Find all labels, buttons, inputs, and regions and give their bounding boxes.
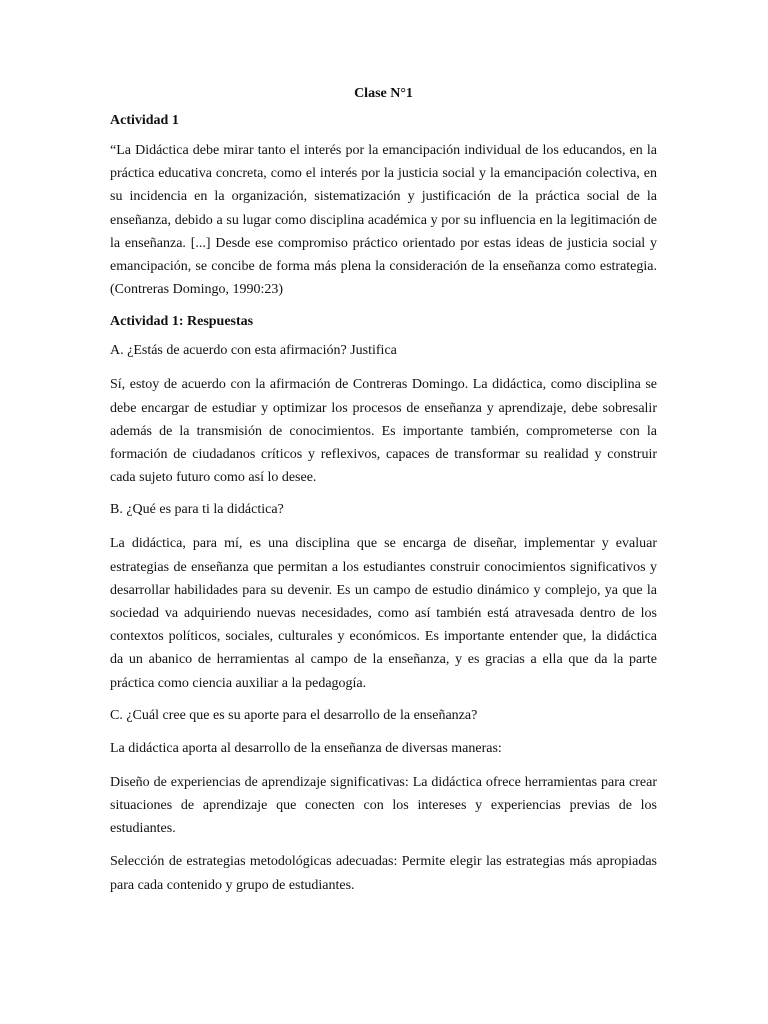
- question-a: A. ¿Estás de acuerdo con esta afirmación? Justifica: [110, 343, 397, 359]
- question-b: B. ¿Qué es para ti la didáctica?: [110, 502, 284, 518]
- answer-b: La didáctica, para mí, es una disciplina que se encarga de diseñar, implementar y evaluar estrategias de enseñanza que permitan a los estudiantes construir conocimientos significativos y desarrollar habilidades para su devenir. Es un campo de estudio dinámico y complejo, ya que la sociedad va adquiriendo nuevas necesidades, como así también está atravesada dentro de los contextos políticos, sociales, culturales y económicos. Es importante entender que, la didáctica da un abanico de herramientas al campo de la enseñanza, y es gracias a ella que da la parte práctica como ciencia auxiliar a la pedagogía.: [110, 536, 657, 691]
- document-page: [110, 83, 657, 907]
- quote-paragraph: “La Didáctica debe mirar tanto el interés por la emancipación individual de los educandos, en la práctica educativa concreta, como el interés por la justicia social y la emancipación colectiva, en su incidencia en la organización, sistematización y justificación de la práctica social de la enseñanza, debido a su lugar como disciplina académica y por su influencia en la legitimación de la enseñanza. [...] Desde ese compromiso práctico orientado por estas ideas de justicia social y emancipación, se concibe de forma más plena la consideración de la enseñanza como estrategia. (Contreras Domingo, 1990:23): [110, 143, 657, 298]
- answer-c-point-2: Selección de estrategias metodológicas adecuadas: Permite elegir las estrategias más apropiadas para cada contenido y grupo de estudiantes.: [110, 854, 657, 893]
- question-c: C. ¿Cuál cree que es su aporte para el desarrollo de la enseñanza?: [110, 707, 478, 723]
- answer-c-intro: La didáctica aporta al desarrollo de la enseñanza de diversas maneras:: [110, 740, 502, 756]
- document-title: Clase N°1: [354, 86, 413, 101]
- answer-c-point-1: Diseño de experiencias de aprendizaje significativas: La didáctica ofrece herramientas para crear situaciones de aprendizaje que conecten con los intereses y experiencias previas de los estudiantes.: [110, 774, 657, 837]
- answer-a: Sí, estoy de acuerdo con la afirmación de Contreras Domingo. La didáctica, como disciplina se debe encargar de estudiar y optimizar los procesos de enseñanza y aprendizaje, debe sobresalir además de la transmisión de conocimientos. Es importante también, comprometerse con la formación de ciudadanos críticos y reflexivos, capaces de transformar su realidad y construir cada sujeto futuro como así lo desee.: [110, 377, 657, 486]
- activity-heading: Actividad 1: [110, 113, 179, 128]
- answers-heading: Actividad 1: Respuestas: [110, 314, 254, 330]
